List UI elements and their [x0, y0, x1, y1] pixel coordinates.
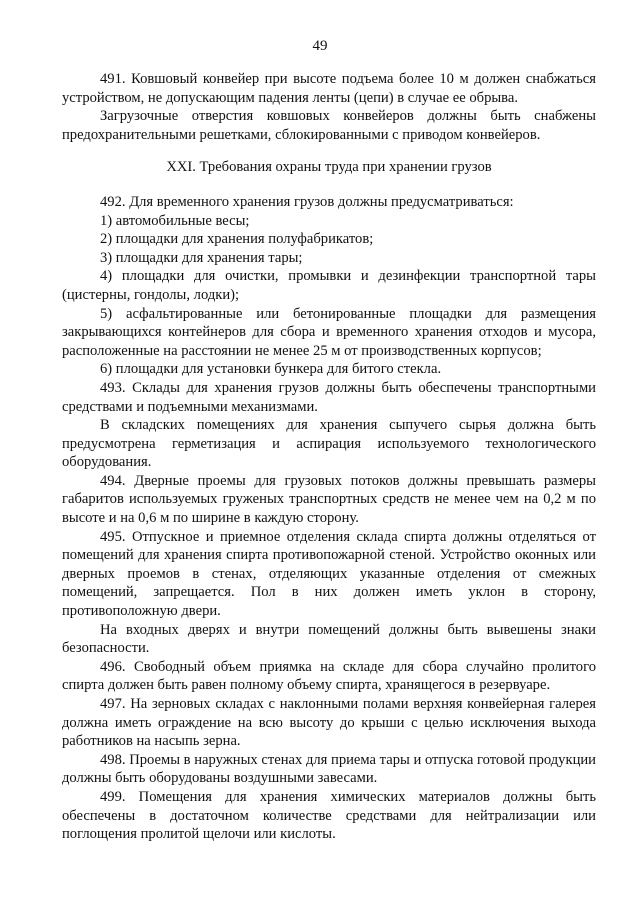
paragraph-499: 499. Помещения для хранения химических материалов должны быть обеспечены в достаточном количестве средствами для нейтрализации или поглощения пролитой щелочи или кислоты.: [62, 788, 596, 843]
list-item-2: 2) площадки для хранения полуфабрикатов;: [100, 231, 374, 248]
list-item-4: 4) площадки для очистки, промывки и дезинфекции транспортной тары (цистерны, гондолы, лодки);: [62, 268, 596, 303]
list-item-5: 5) асфальтированные или бетонированные площадки для размещения закрывающихся контейнеров для сбора и временного хранения отходов и мусора, расположенные на расстоянии не менее 25 м от производственных корпусов;: [62, 305, 596, 359]
paragraph-493-bulk-storage: В складских помещениях для хранения сыпучего сырья должна быть предусмотрена герметизация и аспирация используемого технологического оборудования.: [62, 417, 596, 471]
paragraph-497: 497. На зерновых складах с наклонными полами верхняя конвейерная галерея должна иметь ограждение на всю высоту до крыши с целью исключения выхода работников на насыпь зерна.: [62, 696, 596, 750]
document-body: [62, 70, 596, 844]
list-item-3: 3) площадки для хранения тары;: [100, 249, 303, 266]
list-item-1: 1) автомобильные весы;: [100, 212, 250, 229]
paragraph-493: 493. Склады для хранения грузов должны быть обеспечены транспортными средствами и подъемными механизмами.: [62, 379, 596, 415]
paragraph-491-bucket-openings: Загрузочные отверстия ковшовых конвейеров должны быть снабжены предохранительными решетками, сблокированными с приводом конвейеров.: [62, 108, 596, 143]
paragraph-498: 498. Проемы в наружных стенах для приема тары и отпуска готовой продукции должны быть оборудованы воздушными завесами.: [62, 751, 596, 787]
paragraph-494: 494. Дверные проемы для грузовых потоков должны превышать размеры габаритов используемых груженых транспортных средств не менее чем на 0,2 м по высоте и на 0,6 м по ширине в каждую сторону.: [62, 472, 596, 527]
paragraph-496: 496. Свободный объем приямка на складе для сбора случайно пролитого спирта должен быть равен полному объему спирта, хранящегося в резервуаре.: [62, 658, 596, 694]
page-number: 49: [312, 38, 328, 54]
section-heading: XXI. Требования охраны труда при хранении грузов: [166, 159, 492, 176]
paragraph-495: 495. Отпускное и приемное отделения склада спирта должны отделяться от помещений для хранения спирта противопожарной стеной. Устройство оконных или дверных проемов в стенах, отделяющих указанные отделения от смежных помещений, запрещается. Пол в них должен иметь уклон в сторону, противоположную двери.: [62, 528, 596, 620]
paragraph-492: 492. Для временного хранения грузов должны предусматриваться:: [100, 193, 514, 210]
paragraph-495-safety-signs: На входных дверях и внутри помещений должны быть вывешены знаки безопасности.: [62, 621, 596, 657]
paragraph-491: 491. Ковшовый конвейер при высоте подъема более 10 м должен снабжаться устройством, не допускающим падения ленты (цепи) в случае ее обрыва.: [62, 71, 596, 106]
list-item-6: 6) площадки для установки бункера для битого стекла.: [100, 361, 442, 378]
